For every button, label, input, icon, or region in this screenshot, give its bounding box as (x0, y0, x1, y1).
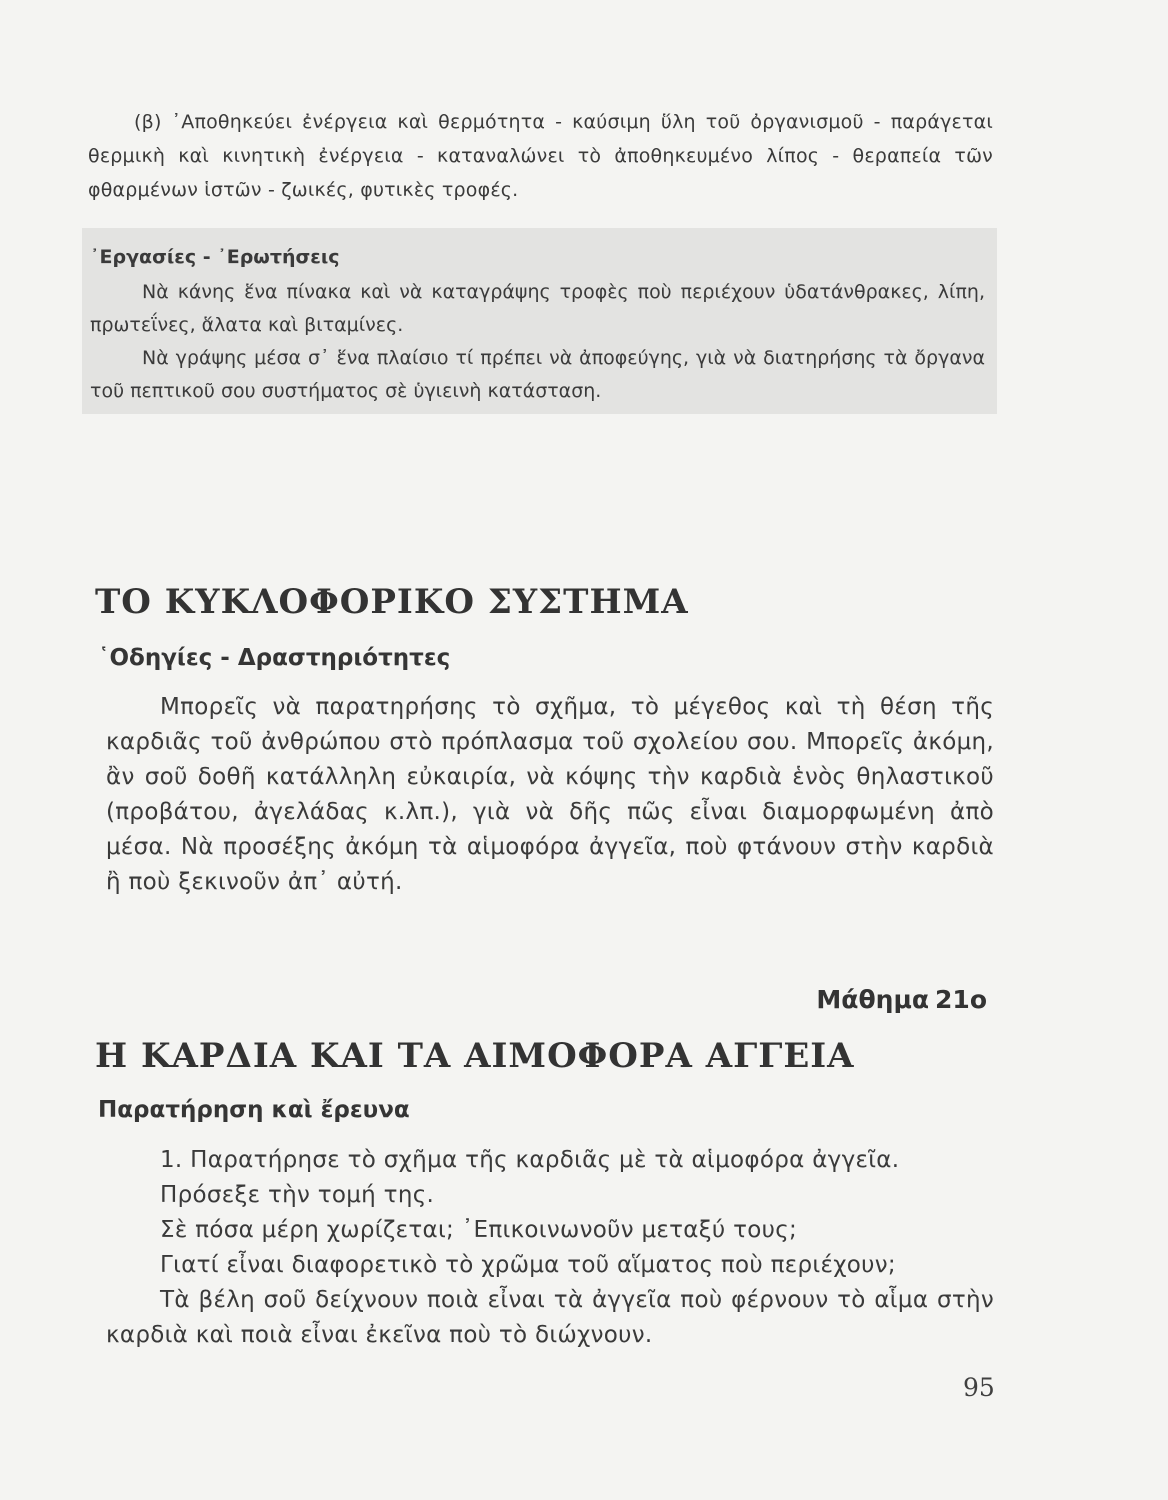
section-title-circulatory-system: ΤΟ ΚΥΚΛΟΦΟΡΙΚΟ ΣΥΣΤΗΜΑ (95, 582, 689, 622)
lesson-label (813, 985, 990, 1014)
instructions-paragraph: Μπορεῖς νὰ παρατηρήσης τὸ σχῆμα, τὸ μέγεθος καὶ τὴ θέση τῆς καρδιᾶς τοῦ ἀνθρώπου στὸ πρόπλασμα τοῦ σχολείου σου. Μπορεῖς ἀκόμη, ἂν σοῦ δοθῆ κατάλληλη εὐκαιρία, νὰ κόψης τὴν καρδιὰ ἑνὸς θηλαστικοῦ (προβάτου, ἀγελάδας κ.λπ.), γιὰ νὰ δῆς πῶς εἶναι διαμορφωμένη ἀπὸ μέσα. Νὰ προσέξης ἀκόμη τὰ αἱμοφόρα ἀγγεῖα, ποὺ φτάνουν στὴν καρδιὰ ἢ ποὺ ξεκινοῦν ἀπ᾿ αὐτή. (106, 694, 994, 895)
exercise-item-2: Νὰ γράψης μέσα σ᾿ ἕνα πλαίσιο τί πρέπει νὰ ἀποφεύγης, γιὰ νὰ διατηρήσης τὰ ὄργανα τοῦ πεπτικοῦ σου συστήματος σὲ ὑγιεινὴ κατάσταση. (90, 347, 985, 402)
observation-line-2: Πρόσεξε τὴν τομή της. (160, 1182, 435, 1208)
page-number: 95 (963, 1373, 995, 1402)
lesson-number: 21ο (935, 985, 987, 1014)
exercises-box (82, 228, 997, 414)
observation-block (106, 1143, 994, 1353)
observation-line-5: Τὰ βέλη σοῦ δείχνουν ποιὰ εἶναι τὰ ἀγγεῖα ποὺ φέρνουν τὸ αἷμα στὴν καρδιὰ καὶ ποιὰ εἶναι ἐκεῖνα ποὺ τὸ διώχνουν. (106, 1287, 994, 1348)
exercise-item-1: Νὰ κάνης ἕνα πίνακα καὶ νὰ καταγράψης τροφὲς ποὺ περιέχουν ὑδατάνθρακες, λίπη, πρωτεΐνες, ἅλατα καὶ βιταμίνες. (90, 281, 985, 336)
section-subtitle-observation: Παρατήρηση καὶ ἔρευνα (98, 1097, 410, 1123)
instructions-block (106, 690, 994, 900)
observation-line-3: Σὲ πόσα μέρη χωρίζεται; ᾿Επικοινωνοῦν μεταξύ τους; (160, 1217, 798, 1243)
section-title-heart-vessels: Η ΚΑΡΔΙΑ ΚΑΙ ΤΑ ΑΙΜΟΦΟΡΑ ΑΓΓΕΙΑ (95, 1036, 855, 1076)
intro-paragraph: (β) ᾿Αποθηκεύει ἐνέργεια καὶ θερμότητα - καύσιμη ὕλη τοῦ ὀργανισμοῦ - παράγεται θερμικὴ καὶ κινητικὴ ἐνέργεια - καταναλώνει τὸ ἀποθηκευμένο λίπος - θεραπεία τῶν φθαρμένων ἱστῶν - ζωικές, φυτικὲς τροφές. (88, 111, 993, 201)
exercises-title: ᾿Εργασίες - ᾿Ερωτήσεις (90, 246, 340, 268)
observation-line-1: 1. Παρατήρησε τὸ σχῆμα τῆς καρδιᾶς μὲ τὰ αἱμοφόρα ἀγγεῖα. (160, 1147, 900, 1173)
intro-block (88, 105, 993, 207)
section-subtitle-instructions: ῾Οδηγίες - Δραστηριότητες (98, 645, 451, 671)
observation-line-4: Γιατί εἶναι διαφορετικὸ τὸ χρῶμα τοῦ αἵματος ποὺ περιέχουν; (160, 1252, 896, 1278)
lesson-word: Μάθημα (816, 985, 930, 1014)
